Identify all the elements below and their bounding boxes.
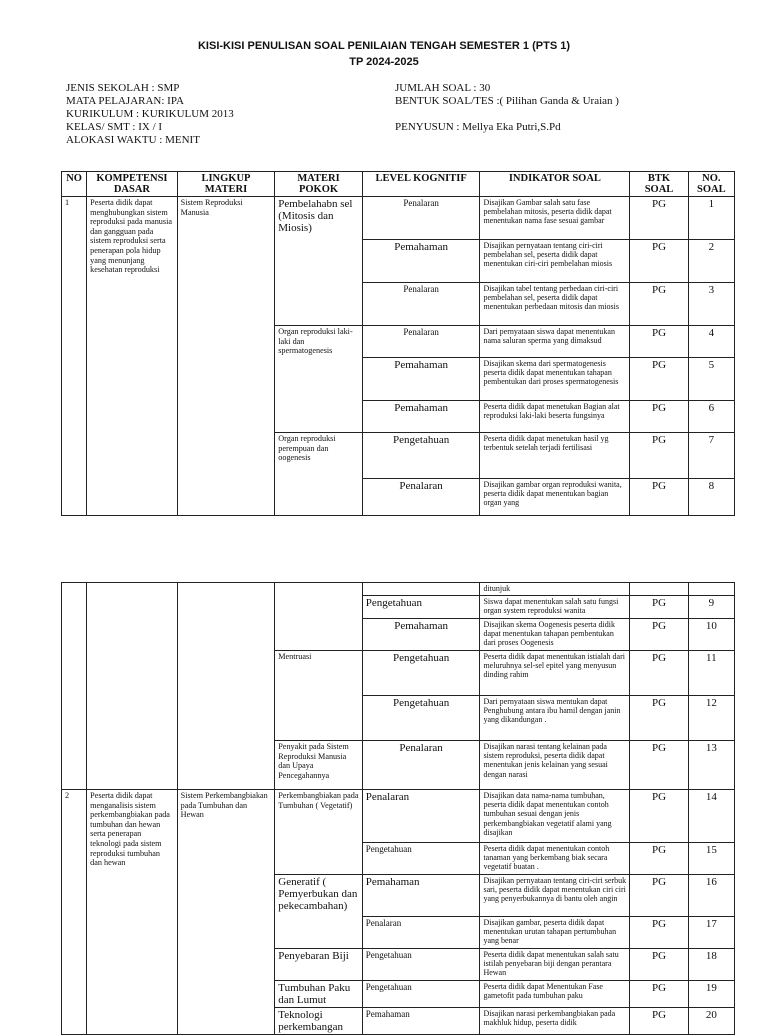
no-soal: 17 [688, 917, 734, 949]
level-kognitif: Pemahaman [362, 875, 480, 917]
indikator-soal: Disajikan gambar, peserta didik dapat menentukan urutan tahapan pertumbuhan yang benar [480, 917, 630, 949]
table-row [62, 197, 735, 240]
no-soal: 14 [688, 790, 734, 843]
info-kelas: KELAS/ SMT : IX / I [66, 121, 163, 133]
level-kognitif: Pengetahuan [362, 433, 480, 479]
btk-soal: PG [630, 981, 688, 1008]
indikator-soal: Disajikan skema dari spermatogenesis peserta didik dapat menentukan tahapan pembentukan dari proses spermatogenesis [480, 358, 630, 401]
no-soal: 8 [688, 479, 734, 516]
btk-soal: PG [630, 843, 688, 875]
btk-soal: PG [630, 283, 688, 326]
indikator-soal: Disajikan narasi tentang kelainan pada sistem reproduksi, peserta didik dapat menentukan jenis kelainan yang sesuai dengan narasi [480, 741, 630, 790]
indikator-soal-cont: ditunjuk [480, 583, 630, 596]
page-title: KISI-KISI PENULISAN SOAL PENILAIAN TENGAH SEMESTER 1 (PTS 1) [197, 40, 570, 52]
level-kognitif: Pengetahuan [362, 981, 480, 1008]
indikator-soal: Peserta didik dapat menetukan hasil yg terbentuk setelah terjadi fertilisasi [480, 433, 630, 479]
no-soal: 13 [688, 741, 734, 790]
info-jenis-sekolah: JENIS SEKOLAH : SMP [66, 82, 180, 94]
col-nosoal: NO. SOAL [688, 172, 734, 197]
level-kognitif: Penalaran [362, 479, 480, 516]
btk-soal: PG [630, 433, 688, 479]
level-kognitif: Penalaran [362, 741, 480, 790]
btk-soal: PG [630, 651, 688, 696]
table-row [62, 583, 735, 596]
indikator-soal: Dari pernyataan siswa dapat menentukan nama saluran sperma yang dimaksud [480, 326, 630, 358]
no-soal: 19 [688, 981, 734, 1008]
level-kognitif: Pemahaman [362, 619, 480, 651]
info-jumlah-soal: JUMLAH SOAL : 30 [395, 82, 491, 94]
no-soal: 1 [688, 197, 734, 240]
level-kognitif: Penalaran [362, 197, 480, 240]
page-subtitle: TP 2024-2025 [349, 56, 419, 68]
btk-soal: PG [630, 917, 688, 949]
col-indikator: INDIKATOR SOAL [480, 172, 630, 197]
col-no: NO [62, 172, 87, 197]
no-soal: 11 [688, 651, 734, 696]
indikator-soal: Disajikan data nama-nama tumbuhan, peserta didik dapat menentukan contoh tumbuhan sesuai dengan jenis perkembangbiakan vegetatif alami yang disajikan [480, 790, 630, 843]
col-kompetensi: KOMPETENSI DASAR [87, 172, 178, 197]
materi-pokok: Pembelahabn sel (Mitosis dan Miosis) [275, 197, 363, 326]
no-soal: 10 [688, 619, 734, 651]
info-alokasi: ALOKASI WAKTU : MENIT [66, 134, 200, 146]
indikator-soal: Disajikan skema Oogenesis peserta didik dapat menentukan tahapan pembentukan dari proses Oogenesis [480, 619, 630, 651]
no-soal: 5 [688, 358, 734, 401]
level-kognitif: Pengetahuan [362, 696, 480, 741]
no-soal: 7 [688, 433, 734, 479]
level-kognitif: Penalaran [362, 917, 480, 949]
row-number: 2 [62, 790, 87, 1035]
indikator-soal: Peserta didik dapat menentukan istialah dari meluruhnya sel-sel epitel yang menyusun dinding rahim [480, 651, 630, 696]
btk-soal: PG [630, 619, 688, 651]
level-kognitif: Pengetahuan [362, 949, 480, 981]
btk-soal: PG [630, 790, 688, 843]
btk-soal: PG [630, 326, 688, 358]
info-bentuk-soal: BENTUK SOAL/TES :( Pilihan Ganda & Uraian ) [395, 95, 619, 107]
materi-pokok: Teknologi perkembangan [275, 1008, 363, 1035]
indikator-soal: Disajikan Gambar salah satu fase pembelahan mitosis, peserta didik dapat menentukan nama fase sesuai gambar [480, 197, 630, 240]
btk-soal: PG [630, 596, 688, 619]
btk-soal: PG [630, 875, 688, 917]
indikator-soal: Siswa dapat menentukan salah satu fungsi organ system reproduksi wanita [480, 596, 630, 619]
btk-soal: PG [630, 358, 688, 401]
materi-pokok: Perkembangbiakan pada Tumbuhan ( Vegetatif) [275, 790, 363, 875]
table-header-row [62, 172, 735, 197]
lingkup-materi: Sistem Perkembangbiakan pada Tumbuhan dan Hewan [177, 790, 275, 1035]
no-soal: 20 [688, 1008, 734, 1035]
kompetensi-dasar: Peserta didik dapat menghubungkan sistem reproduksi pada manusia dan gangguan pada sistem reproduksi serta penerapan pola hidup yang menunjang kesehatan reproduksi [87, 197, 178, 516]
col-level: LEVEL KOGNITIF [362, 172, 480, 197]
btk-soal: PG [630, 741, 688, 790]
no-soal: 16 [688, 875, 734, 917]
col-materi: MATERI POKOK [275, 172, 363, 197]
kisi-kisi-table-1 [61, 171, 735, 516]
no-soal: 2 [688, 240, 734, 283]
btk-soal: PG [630, 240, 688, 283]
level-kognitif: Pemahaman [362, 1008, 480, 1035]
level-kognitif: Penalaran [362, 283, 480, 326]
materi-pokok: Mentruasi [275, 651, 363, 741]
level-kognitif: Pengetahuan [362, 596, 480, 619]
kisi-kisi-table-2 [61, 582, 735, 1035]
no-soal: 9 [688, 596, 734, 619]
indikator-soal: Disajikan pernyataan tentang ciri-ciri pembelahan sel, peserta didik dapat menentukan ciri-ciri pembelahan miosis [480, 240, 630, 283]
level-kognitif: Pemahaman [362, 401, 480, 433]
no-soal: 18 [688, 949, 734, 981]
indikator-soal: Disajikan tabel tentang perbedaan ciri-ciri pembelahan sel, peserta didik dapat menentukan perbedaan mitosis dan miosis [480, 283, 630, 326]
indikator-soal: Peserta didik dapat Menentukan Fase gametofit pada tumbuhan paku [480, 981, 630, 1008]
btk-soal: PG [630, 479, 688, 516]
indikator-soal: Disajikan pernyataan tentang ciri-ciri serbuk sari, peserta didik dapat menentukan ciri ciri yang penyerbukannya di bantu oleh angin [480, 875, 630, 917]
indikator-soal: Dari pernyataan siswa mentukan dapat Penghubung antara ibu hamil dengan janin yang dikandungan . [480, 696, 630, 741]
materi-pokok: Penyebaran Biji [275, 949, 363, 981]
info-penyusun: PENYUSUN : Mellya Eka Putri,S.Pd [395, 121, 561, 133]
indikator-soal: Peserta didik dapat menetukan Bagian alat reproduksi laki-laki beserta fungsinya [480, 401, 630, 433]
info-mata-pelajaran: MATA PELAJARAN: IPA [66, 95, 184, 107]
btk-soal: PG [630, 197, 688, 240]
level-kognitif: Penalaran [362, 326, 480, 358]
no-soal: 4 [688, 326, 734, 358]
btk-soal: PG [630, 1008, 688, 1035]
materi-pokok: Penyakit pada Sistem Reproduksi Manusia dan Upaya Pencegahannya [275, 741, 363, 790]
materi-pokok: Generatif ( Pemyerbukan dan pekecambahan) [275, 875, 363, 949]
table-row [62, 790, 735, 843]
info-kurikulum: KURIKULUM : KURIKULUM 2013 [66, 108, 234, 120]
level-kognitif: Pemahaman [362, 358, 480, 401]
indikator-soal: Peserta didik dapat menentukan contoh tanaman yang berkembang biak secara vegetatif buatan . [480, 843, 630, 875]
indikator-soal: Disajikan gambar organ reproduksi wanita, peserta didik dapat menentukan bagian organ yang [480, 479, 630, 516]
materi-pokok: Organ reproduksi laki-laki dan spermatogenesis [275, 326, 363, 433]
kompetensi-dasar: Peserta didik dapat menganalisis sistem perkembangbiakan pada tumbuhan dan hewan serta penerapan teknologi pada sistem reproduksi tumbuhan dan hewan [87, 790, 178, 1035]
level-kognitif: Penalaran [362, 790, 480, 843]
level-kognitif: Pemahaman [362, 240, 480, 283]
lingkup-materi: Sistem Reproduksi Manusia [177, 197, 275, 516]
no-soal: 15 [688, 843, 734, 875]
col-btk: BTK SOAL [630, 172, 688, 197]
btk-soal: PG [630, 401, 688, 433]
no-soal: 3 [688, 283, 734, 326]
no-soal: 6 [688, 401, 734, 433]
indikator-soal: Disajikan narasi perkembangbiakan pada makhluk hidup, peserta didik [480, 1008, 630, 1035]
indikator-soal: Peserta didik dapat menentukan salah satu istilah penyebaran biji dengan perantara Hewan [480, 949, 630, 981]
no-soal: 12 [688, 696, 734, 741]
materi-pokok: Organ reproduksi perempuan dan oogenesis [275, 433, 363, 516]
level-kognitif: Pengetahuan [362, 651, 480, 696]
row-number: 1 [62, 197, 87, 516]
btk-soal: PG [630, 949, 688, 981]
materi-pokok: Tumbuhan Paku dan Lumut [275, 981, 363, 1008]
btk-soal: PG [630, 696, 688, 741]
col-lingkup: LINGKUP MATERI [177, 172, 275, 197]
level-kognitif: Pengetahuan [362, 843, 480, 875]
